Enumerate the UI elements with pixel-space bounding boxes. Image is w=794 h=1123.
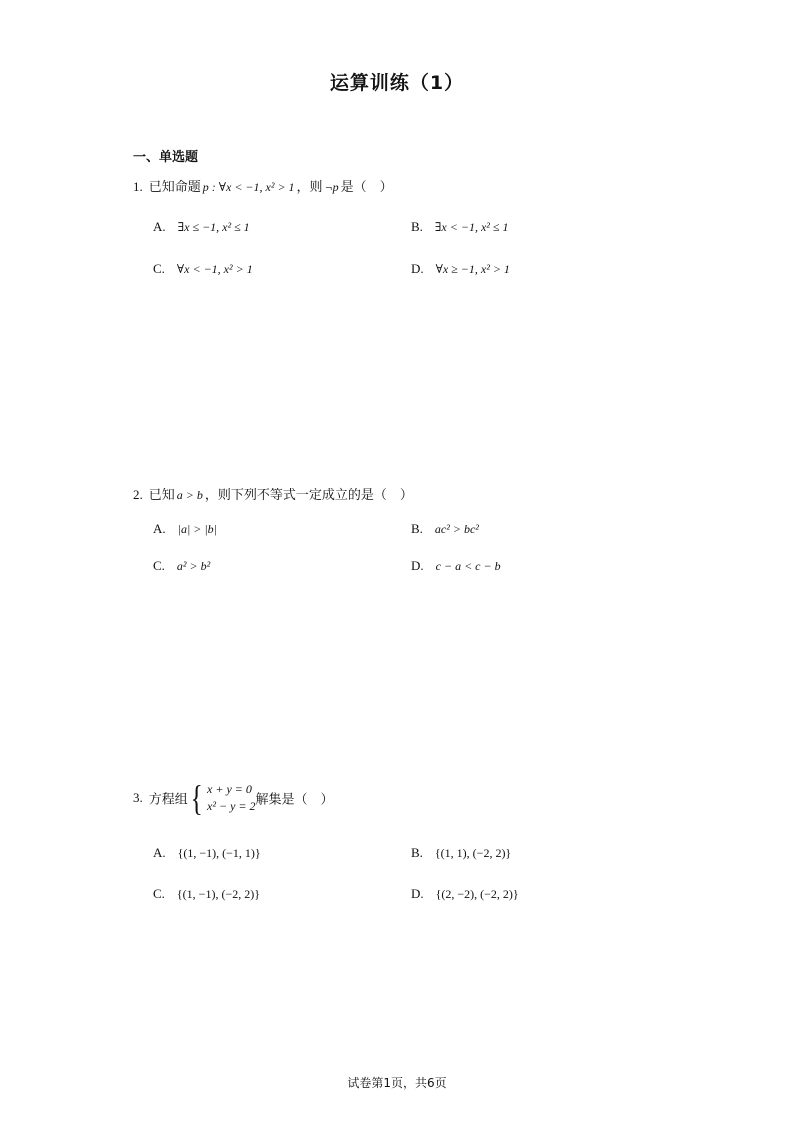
option-1b[interactable] bbox=[411, 219, 510, 235]
option-label: A. bbox=[153, 845, 166, 860]
option-label: B. bbox=[411, 219, 423, 234]
option-text: ∃x ≤ −1, x² ≤ 1 bbox=[177, 220, 250, 234]
option-label: C. bbox=[153, 261, 165, 276]
question-number: 1. bbox=[133, 179, 143, 194]
option-label: B. bbox=[411, 845, 423, 860]
question-3 bbox=[133, 780, 334, 816]
equation-line: x + y = 0 bbox=[207, 782, 252, 796]
section-heading: 一、单选题 bbox=[133, 150, 199, 165]
option-text: {(1, −1), (−2, 2)} bbox=[176, 887, 260, 901]
option-text: ac² > bc² bbox=[434, 522, 479, 536]
question-stem-prefix: 方程组 bbox=[148, 792, 188, 808]
option-1d[interactable] bbox=[411, 261, 512, 277]
option-label: C. bbox=[153, 886, 165, 901]
question-stem-suffix: 是（ ） bbox=[340, 180, 393, 195]
question-1 bbox=[133, 176, 393, 195]
page-title: 运算训练（1） bbox=[329, 72, 465, 94]
equation-system bbox=[188, 780, 256, 816]
question-stem-prefix: 已知命题 bbox=[148, 180, 201, 195]
option-text: a² > b² bbox=[176, 559, 211, 573]
option-text: {(1, 1), (−2, 2)} bbox=[434, 846, 512, 860]
option-1c[interactable] bbox=[153, 261, 255, 277]
left-brace-icon: { bbox=[190, 778, 203, 818]
math-expression: p : ∀x < −1, x² > 1 bbox=[202, 180, 295, 194]
option-text: {(1, −1), (−1, 1)} bbox=[177, 846, 261, 860]
question-stem-suffix: 解集是（ ） bbox=[255, 792, 334, 808]
option-label: D. bbox=[411, 886, 424, 901]
option-label: A. bbox=[153, 219, 166, 234]
option-2d[interactable] bbox=[411, 558, 503, 574]
question-stem-suffix: ，则下列不等式一定成立的是（ ） bbox=[204, 488, 413, 503]
option-3d[interactable] bbox=[411, 886, 521, 902]
option-label: C. bbox=[153, 558, 165, 573]
equation-line: x² − y = 2 bbox=[207, 799, 256, 813]
option-label: A. bbox=[153, 521, 166, 536]
question-stem-mid: ，则 bbox=[296, 180, 323, 195]
question-number: 3. bbox=[133, 790, 143, 805]
option-2a[interactable] bbox=[153, 521, 219, 537]
option-2b[interactable] bbox=[411, 521, 481, 537]
option-3a[interactable] bbox=[153, 845, 263, 861]
option-text: |a| > |b| bbox=[177, 522, 217, 536]
question-2 bbox=[133, 484, 413, 503]
math-expression: ¬p bbox=[324, 180, 339, 194]
option-text: ∀x < −1, x² > 1 bbox=[176, 262, 253, 276]
option-3c[interactable] bbox=[153, 886, 262, 902]
question-stem-prefix: 已知 bbox=[148, 488, 175, 503]
question-number: 2. bbox=[133, 487, 143, 502]
option-label: B. bbox=[411, 521, 423, 536]
option-text: c − a < c − b bbox=[435, 559, 501, 573]
option-text: {(2, −2), (−2, 2)} bbox=[435, 887, 519, 901]
page-footer: 试卷第1页，共6页 bbox=[347, 1076, 447, 1090]
option-2c[interactable] bbox=[153, 558, 212, 574]
option-text: ∀x ≥ −1, x² > 1 bbox=[435, 262, 510, 276]
option-1a[interactable] bbox=[153, 219, 252, 235]
math-expression: a > b bbox=[176, 488, 203, 502]
option-text: ∃x < −1, x² ≤ 1 bbox=[434, 220, 509, 234]
option-label: D. bbox=[411, 558, 424, 573]
option-3b[interactable] bbox=[411, 845, 513, 861]
option-label: D. bbox=[411, 261, 424, 276]
